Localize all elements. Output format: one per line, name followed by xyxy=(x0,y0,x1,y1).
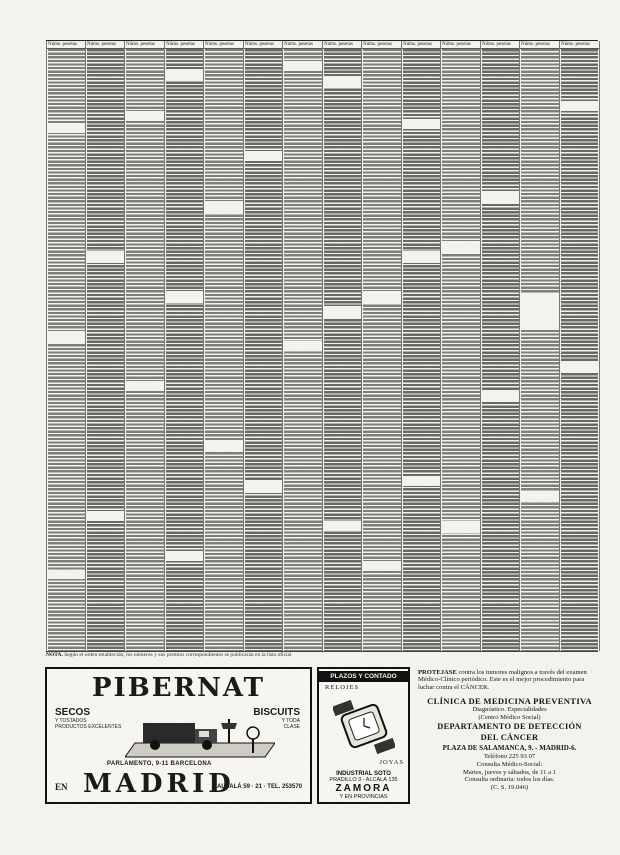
number-rows xyxy=(561,49,598,651)
pibernat-biscuits: BISCUITS xyxy=(253,707,300,718)
number-rows xyxy=(482,49,519,651)
lottery-column xyxy=(361,41,402,651)
lottery-footnote xyxy=(46,651,598,659)
lottery-column xyxy=(480,41,520,651)
section-break xyxy=(245,151,282,161)
lottery-column xyxy=(322,41,362,651)
number-rows xyxy=(245,49,282,651)
section-break xyxy=(521,491,559,501)
pibernat-city: MADRID xyxy=(83,769,235,799)
number-rows xyxy=(403,49,440,651)
section-break xyxy=(403,119,440,129)
lottery-column xyxy=(559,41,600,651)
number-rows xyxy=(521,49,559,651)
section-break xyxy=(166,551,203,561)
clinic-subtitle-1: Diagnóstico. Especialidades xyxy=(472,706,547,714)
clinic-department-1: DEPARTAMENTO DE DETECCIÓN xyxy=(437,722,582,732)
section-break xyxy=(205,441,243,451)
pibernat-address: ALCALÁ 59 · 21 · TEL. 253570 xyxy=(216,784,302,790)
column-header: Núms. pesetas xyxy=(86,41,125,49)
wristwatch-icon xyxy=(333,697,395,757)
section-break xyxy=(126,381,164,391)
clinic-hours-3: Consulta ordinaria: todos los días. xyxy=(464,776,555,784)
column-header: Núms. pesetas xyxy=(441,41,481,49)
column-header: Núms. pesetas xyxy=(47,41,86,49)
section-break xyxy=(245,481,282,493)
number-rows xyxy=(126,49,164,651)
section-break xyxy=(324,76,361,88)
column-header: Núms. pesetas xyxy=(125,41,165,49)
section-break xyxy=(363,561,401,571)
zamora-contact xyxy=(319,771,408,800)
section-break xyxy=(48,123,85,133)
clinic-intro-text: contra los tumores malignos a través del examen Médico-Clínico periódico. Este es el mejor procedimiento para luchar contra el CÁNCER. xyxy=(418,669,587,691)
section-break xyxy=(48,571,85,579)
pibernat-left-small: PRODUCTOS EXCELENTES xyxy=(55,724,122,730)
clinic-notice xyxy=(418,669,601,809)
column-header: Núms. pesetas xyxy=(560,41,599,49)
lottery-column xyxy=(401,41,441,651)
zamora-joyas: JOYAS xyxy=(379,759,404,766)
number-rows xyxy=(87,49,124,651)
section-break xyxy=(363,291,401,303)
pibernat-en: EN xyxy=(55,782,68,792)
section-break xyxy=(166,291,203,303)
column-header: Núms. pesetas xyxy=(283,41,323,49)
section-break xyxy=(324,306,361,318)
section-break xyxy=(521,293,559,329)
section-break xyxy=(482,391,519,401)
clinic-address: PLAZA DE SALAMANCA, 9. - MADRID-6. xyxy=(442,744,577,753)
clinic-subtitle-2: (Centro Médico Social) xyxy=(478,713,541,721)
zamora-watch-advertisement xyxy=(317,667,410,804)
section-break xyxy=(482,191,519,203)
column-header: Núms. pesetas xyxy=(520,41,560,49)
number-rows xyxy=(48,49,85,651)
section-break xyxy=(48,331,85,343)
lottery-column xyxy=(440,41,481,651)
column-header: Núms. pesetas xyxy=(402,41,441,49)
section-break xyxy=(284,61,322,71)
clinic-intro xyxy=(418,669,601,691)
lottery-column xyxy=(243,41,283,651)
zamora-provinces: Y EN PROVINCIAS xyxy=(339,794,388,800)
section-break xyxy=(324,521,361,531)
footnote-label: NOTA. xyxy=(46,652,63,658)
column-header: Núms. pesetas xyxy=(323,41,362,49)
number-rows xyxy=(205,49,243,651)
pibernat-secos: SECOS xyxy=(55,707,91,718)
pibernat-tagline: PARLAMENTO, 9-11 BARCELONA xyxy=(107,761,212,767)
lottery-column xyxy=(85,41,125,651)
column-header: Núms. pesetas xyxy=(481,41,520,49)
section-break xyxy=(561,101,598,111)
clinic-intro-bold: PROTEJASE xyxy=(418,669,457,676)
number-rows xyxy=(442,49,480,651)
column-header: Núms. pesetas xyxy=(204,41,244,49)
clinic-license: (C. S. 19.046) xyxy=(490,783,529,791)
zamora-city: ZAMORA xyxy=(335,783,392,794)
column-header: Núms. pesetas xyxy=(362,41,402,49)
clinic-hours-1: Consulta Médico-Social: xyxy=(476,761,543,768)
number-rows xyxy=(324,49,361,651)
footnote-text: Según el orden establecido, los números y sus premios correspondientes se publicarán en la lista oficial xyxy=(64,652,292,658)
delivery-truck-illustration xyxy=(125,713,275,761)
lottery-column xyxy=(46,41,86,651)
section-break xyxy=(87,251,124,263)
section-break xyxy=(561,361,598,373)
lottery-column xyxy=(164,41,204,651)
section-break xyxy=(87,511,124,521)
clinic-name: CLÍNICA DE MEDICINA PREVENTIVA xyxy=(427,696,592,707)
section-break xyxy=(205,201,243,213)
zamora-header: PLAZOS Y CONTADO xyxy=(319,671,408,682)
section-break xyxy=(403,476,440,486)
pibernat-tostados: Y TOSTADOS xyxy=(55,718,87,724)
zamora-address: PRADILLO 3 - ALCALÁ 135 xyxy=(329,777,398,783)
column-header: Núms. pesetas xyxy=(165,41,204,49)
pibernat-advertisement xyxy=(45,667,312,804)
zamora-company: INDUSTRIAL SOTO xyxy=(336,771,391,777)
section-break xyxy=(166,69,203,81)
column-header: Núms. pesetas xyxy=(244,41,283,49)
section-break xyxy=(442,241,480,253)
section-break xyxy=(403,251,440,263)
lottery-column xyxy=(282,41,323,651)
lottery-column xyxy=(124,41,165,651)
lottery-column xyxy=(203,41,244,651)
zamora-relojes: RELOJES xyxy=(325,684,360,691)
lottery-results-grid xyxy=(46,40,598,652)
pibernat-right-small-1: Y TODA xyxy=(281,718,300,724)
clinic-phone: Teléfono 225 93 07 xyxy=(483,753,536,761)
lottery-column xyxy=(519,41,560,651)
pibernat-brand: PIBERNAT xyxy=(92,673,265,703)
section-break xyxy=(126,111,164,121)
section-break xyxy=(284,341,322,351)
clinic-department-2: DEL CÁNCER xyxy=(480,733,539,743)
clinic-hours-2: Martes, jueves y sábados, de 11 a 1 xyxy=(463,768,556,776)
pibernat-right-small-2: CLASE xyxy=(283,724,300,730)
section-break xyxy=(442,521,480,533)
pibernat-left-copy xyxy=(55,707,121,730)
